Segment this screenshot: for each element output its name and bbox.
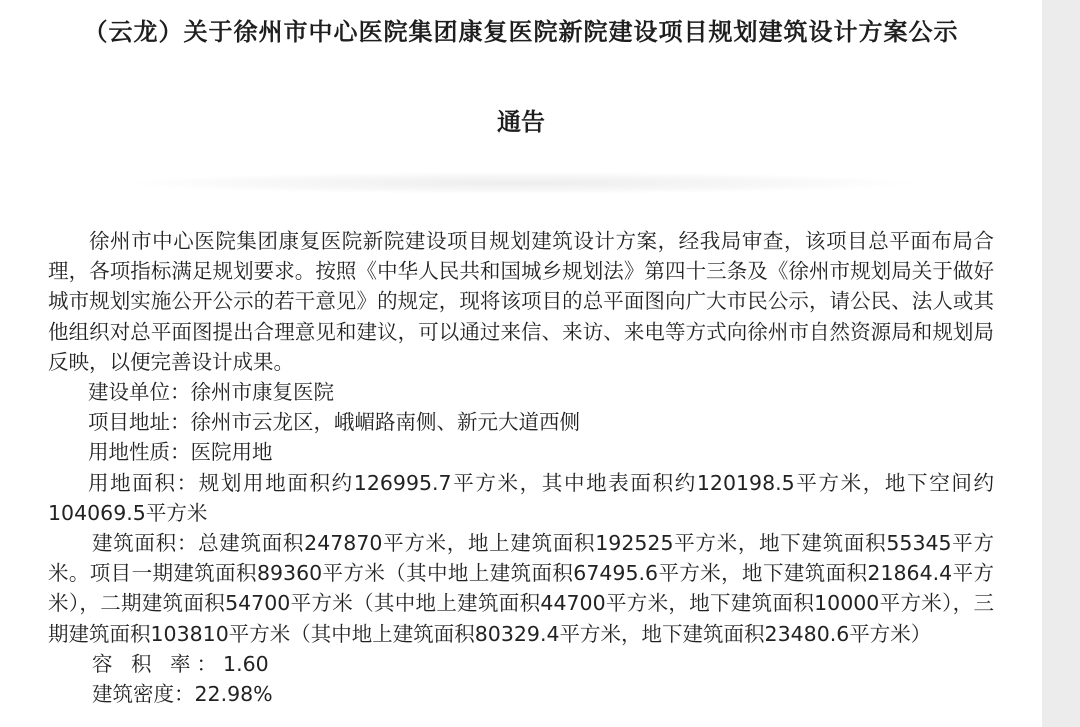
address-value: 徐州市云龙区，峨嵋路南侧、新元大道西侧 (190, 410, 580, 435)
notice-body (48, 226, 994, 709)
builder-field (48, 377, 994, 407)
far-value: 1.60 (223, 651, 269, 676)
builder-label: 建设单位： (88, 380, 191, 405)
building-area-value: 总建筑面积247870平方米，地上建筑面积192525平方米，地下建筑面积55345平方米。项目一期建筑面积89360平方米（其中地上建筑面积67495.6平方米，地下建筑面积21864.4平方米），二期建筑面积54700平方米（其中地上建筑面积44700平方米，地下建筑面积10000平方米），三期建筑面积103810平方米（其中地上建筑面积80329.4平方米，地下建筑面积23480.6平方米） (48, 531, 994, 646)
far-label: 容 积 率： (92, 651, 224, 676)
far-field (48, 649, 994, 679)
building-area-label: 建筑面积： (92, 531, 199, 556)
land-area-field (48, 468, 994, 528)
land-use-value: 医院用地 (190, 440, 273, 465)
section-divider (128, 172, 914, 194)
land-use-field (48, 437, 994, 467)
building-area-field (48, 528, 994, 649)
builder-value: 徐州市康复医院 (190, 380, 334, 405)
notice-subtitle: 通告 (497, 108, 545, 136)
page-title: （云龙）关于徐州市中心医院集团康复医院新院建设项目规划建筑设计方案公示 (83, 18, 959, 46)
address-field (48, 407, 994, 437)
density-label: 建筑密度： (92, 682, 195, 707)
land-area-value: 规划用地面积约126995.7平方米，其中地表面积约120198.5平方米，地下空间约104069.5平方米 (48, 470, 995, 525)
density-field (48, 679, 994, 709)
intro-paragraph: 徐州市中心医院集团康复医院新院建设项目规划建筑设计方案，经我局审查，该项目总平面布局合理，各项指标满足规划要求。按照《中华人民共和国城乡规划法》第四十三条及《徐州市规划局关于做好城市规划实施公开公示的若干意见》的规定，现将该项目的总平面图向广大市民公示，请公民、法人或其他组织对总平面图提出合理意见和建议，可以通过来信、来访、来电等方式向徐州市自然资源局和规划局反映，以便完善设计成果。 (48, 229, 994, 374)
density-value: 22.98% (194, 682, 273, 707)
address-label: 项目地址： (88, 410, 191, 435)
land-area-label: 用地面积： (88, 470, 199, 495)
land-use-label: 用地性质： (88, 440, 191, 465)
page-side-margin (1042, 0, 1080, 727)
